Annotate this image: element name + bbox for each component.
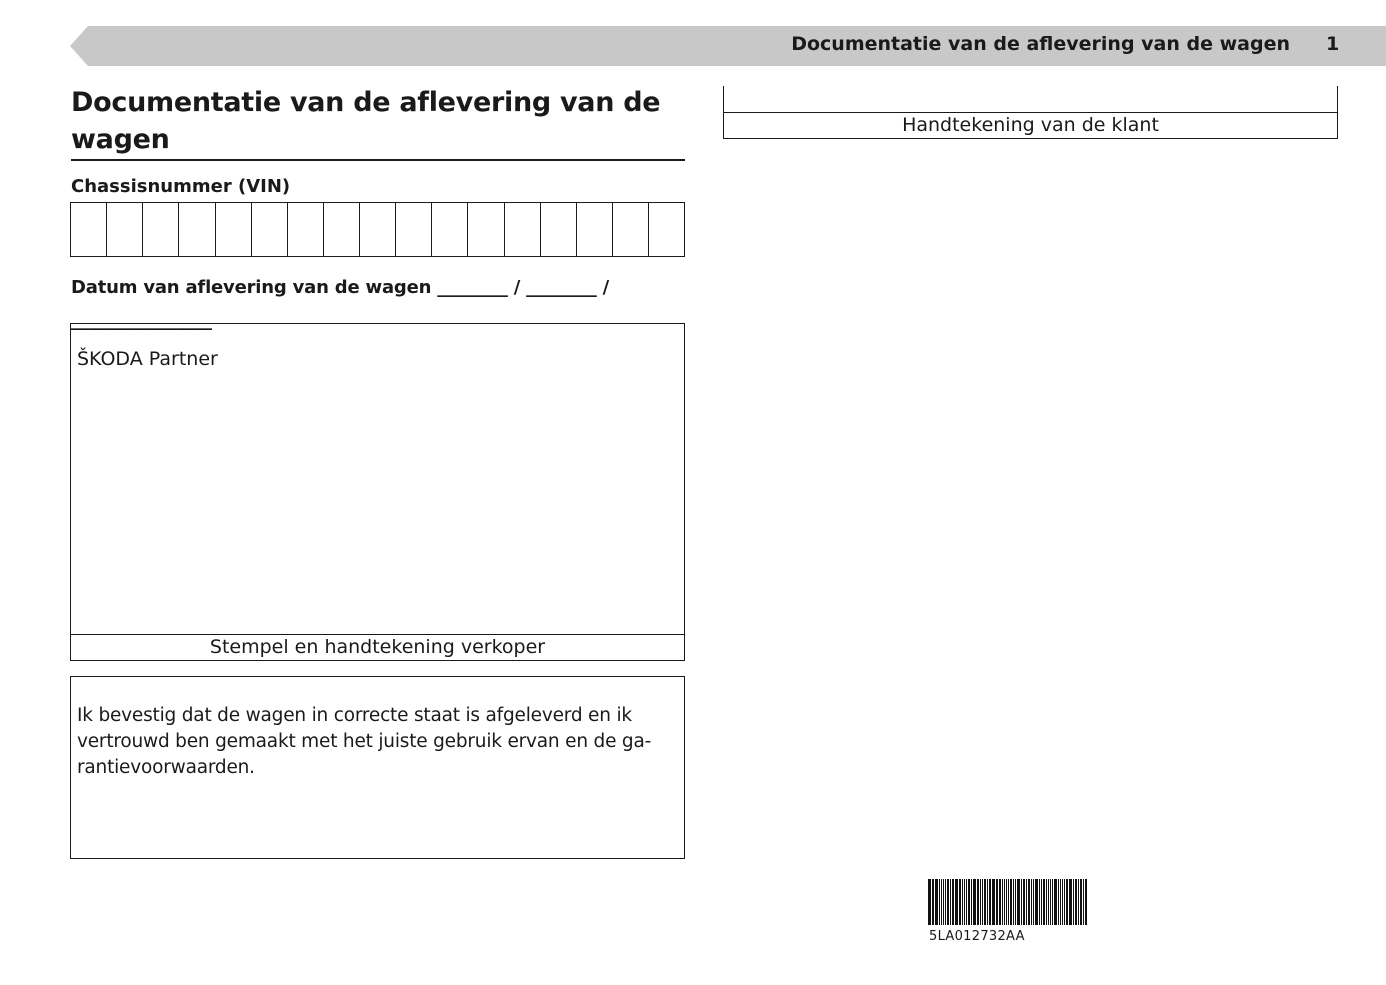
barcode-bar	[1069, 879, 1072, 925]
vin-character-cell[interactable]	[613, 203, 649, 256]
barcode-bar	[1028, 879, 1030, 925]
barcode-bar	[989, 879, 991, 925]
barcode-bar	[947, 879, 949, 925]
barcode-bar	[968, 879, 970, 925]
barcode-bar	[941, 879, 942, 925]
vin-character-cell[interactable]	[324, 203, 360, 256]
barcode-bar	[1035, 879, 1038, 925]
barcode-bar	[1039, 879, 1040, 925]
barcode-bar	[945, 879, 946, 925]
barcode-bar	[928, 879, 931, 925]
vin-character-cell[interactable]	[505, 203, 541, 256]
barcode-bar	[1046, 879, 1047, 925]
barcode-bar	[1073, 879, 1074, 925]
barcode-bar	[987, 879, 988, 925]
barcode-bar	[1021, 879, 1022, 925]
barcode-bar	[959, 879, 961, 925]
vin-character-cell[interactable]	[252, 203, 288, 256]
vin-character-cell[interactable]	[360, 203, 396, 256]
client-signature-box[interactable]	[723, 86, 1338, 139]
vin-character-cell[interactable]	[649, 203, 684, 256]
barcode-bar	[1083, 879, 1084, 925]
barcode-bar	[1080, 879, 1082, 925]
barcode-bar	[977, 879, 979, 925]
vin-character-cell[interactable]	[432, 203, 468, 256]
vin-character-cell[interactable]	[179, 203, 215, 256]
title-divider	[71, 159, 685, 161]
barcode-bar	[1064, 879, 1065, 925]
barcode-bar	[999, 879, 1001, 925]
barcode-bar	[1075, 879, 1077, 925]
barcode-bar	[1085, 879, 1087, 925]
barcode-bar	[971, 879, 972, 925]
vin-character-cell[interactable]	[216, 203, 252, 256]
barcode-bar	[966, 879, 967, 925]
barcode-bar	[996, 879, 998, 925]
barcode-bar	[1062, 879, 1063, 925]
dealer-signature-label: Stempel en handtekening verkoper	[209, 636, 546, 658]
vin-character-cell[interactable]	[71, 203, 107, 256]
barcode-bar	[964, 879, 965, 925]
barcode-bar	[1031, 879, 1032, 925]
barcode-bar	[932, 879, 934, 925]
barcode-bar	[1023, 879, 1025, 925]
barcode-bar	[982, 879, 983, 925]
barcode	[928, 879, 1088, 925]
barcode-bar	[984, 879, 986, 925]
confirmation-box	[70, 676, 685, 859]
barcode-bar	[1054, 879, 1057, 925]
vin-character-cell[interactable]	[143, 203, 179, 256]
barcode-bar	[955, 879, 958, 925]
barcode-bar	[973, 879, 976, 925]
barcode-bar	[1043, 879, 1045, 925]
barcode-bar	[1058, 879, 1059, 925]
barcode-bar	[950, 879, 951, 925]
barcode-bar	[1017, 879, 1020, 925]
confirmation-text: Ik bevestig dat de wagen in correcte staat is afgeleverd en ik vertrouwd ben gemaakt met het juiste gebruik ervan en de ga-rantievoorwaarden.	[77, 705, 652, 778]
barcode-bar	[939, 879, 940, 925]
barcode-bar	[935, 879, 938, 925]
barcode-bar	[1008, 879, 1009, 925]
vin-label: Chassisnummer (VIN)	[71, 176, 291, 197]
barcode-bar	[1060, 879, 1061, 925]
barcode-bar	[1006, 879, 1007, 925]
vin-character-cell[interactable]	[396, 203, 432, 256]
vin-character-cell[interactable]	[577, 203, 613, 256]
barcode-number: 5LA012732AA	[929, 929, 1025, 944]
barcode-bar	[1066, 879, 1068, 925]
document-title: Documentatie van de aflevering van de wagen	[71, 87, 661, 155]
barcode-bar	[992, 879, 995, 925]
client-signature-label: Handtekening van de klant	[902, 114, 1159, 136]
vin-character-cell[interactable]	[288, 203, 324, 256]
barcode-bar	[1010, 879, 1012, 925]
barcode-bar	[1013, 879, 1014, 925]
vin-character-cell[interactable]	[541, 203, 577, 256]
barcode-bar	[1050, 879, 1051, 925]
barcode-bar	[1026, 879, 1027, 925]
barcode-bar	[962, 879, 963, 925]
delivery-date-label: Datum van aflevering van de wagen ________ / ________ / ________________	[71, 277, 610, 331]
barcode-bar	[1041, 879, 1042, 925]
barcode-bar	[1033, 879, 1034, 925]
dealer-stamp-box[interactable]	[70, 323, 685, 661]
barcode-bar	[980, 879, 981, 925]
barcode-bar	[1052, 879, 1053, 925]
barcode-bar	[1078, 879, 1079, 925]
barcode-bar	[952, 879, 954, 925]
barcode-bar	[1048, 879, 1049, 925]
running-header-title: Documentatie van de aflevering van de wagen	[791, 33, 1290, 55]
vin-character-cell[interactable]	[107, 203, 143, 256]
barcode-bar	[1015, 879, 1016, 925]
barcode-bar	[943, 879, 944, 925]
dealer-label: ŠKODA Partner	[77, 348, 218, 370]
barcode-bar	[1004, 879, 1005, 925]
vin-character-cell[interactable]	[468, 203, 504, 256]
vin-input-grid[interactable]	[70, 202, 685, 257]
page-number: 1	[1326, 33, 1340, 55]
barcode-bar	[1002, 879, 1003, 925]
